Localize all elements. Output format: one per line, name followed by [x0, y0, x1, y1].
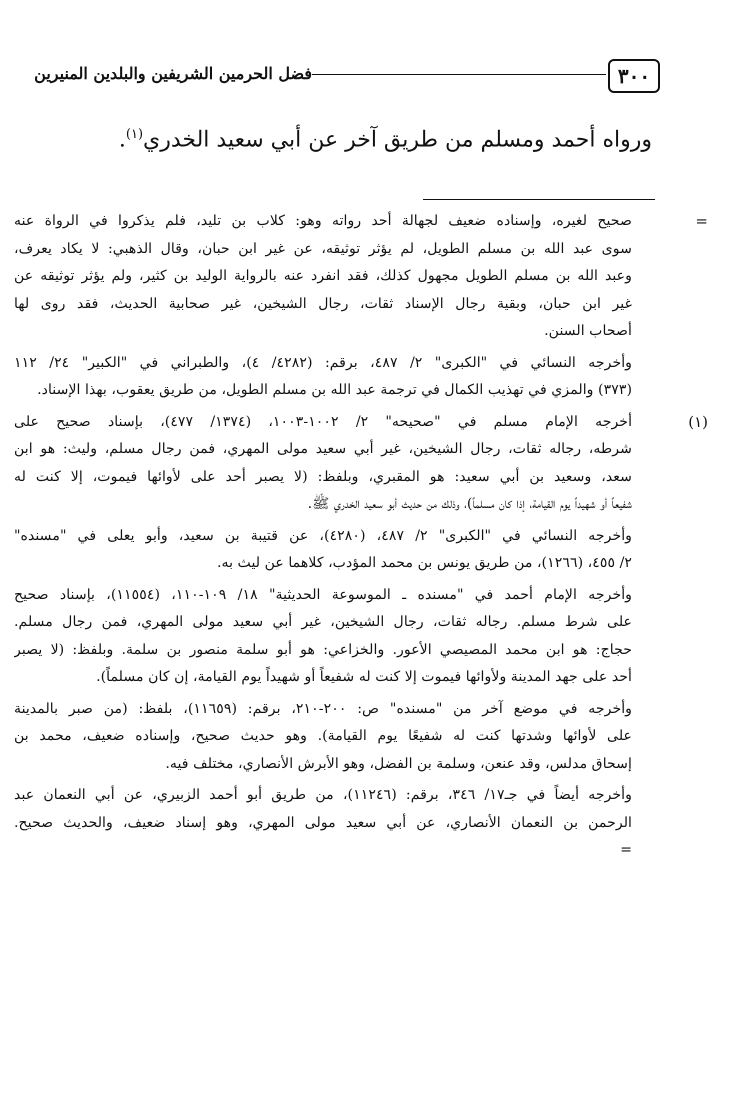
footnote-line: أخرجه الإمام مسلم في "صحيحه" ٢/ ١٠٠٢-١٠٠٣، (١٣٧٤/ ٤٧٧)، بإسناد صحيح على	[14, 413, 632, 430]
footnote-reference: (١)	[125, 127, 144, 142]
footnote-line: وأخرجه الإمام أحمد في "مسنده ـ الموسوعة الحديثية" ١٨/ ١٠٩-١١٠، (١١٥٥٤)، بإسناد صحيح	[14, 586, 632, 603]
main-text	[92, 118, 652, 157]
footnote-line: وأخرجه النسائي في "الكبرى" ٢/ ٤٨٧، برقم: (٤٢٨٢/ ٤)، والطبراني في "الكبير" ٢٤/ ١١٢	[14, 354, 632, 371]
footnote-separator	[423, 199, 655, 200]
footnote-1-paragraph	[14, 696, 632, 779]
footnote-line: على لأوائها وشدتها كنت له شفيعًا يوم القيامة). وهو حديث صحيح، وإسناده ضعيف، محمد بن	[14, 728, 632, 744]
continuation-marker: =	[695, 212, 708, 230]
main-text-body: ورواه أحمد ومسلم من طريق آخر عن أبي سعيد الخدري	[143, 127, 652, 153]
continuation-paragraph	[14, 208, 632, 346]
main-text-end: .	[118, 127, 126, 153]
footnote-line: على شرط مسلم. رجاله ثقات، رجال الشيخين، غير أبي سعيد مولى المهري، فمن رجال مسلم.	[14, 614, 632, 630]
footnote-line: صحيح لغيره، وإسناده ضعيف لجهالة أحد رواته وهو: كلاب بن تليد، فلم يذكروا في الرواة عنه	[14, 213, 632, 229]
footnote-1-paragraph	[14, 523, 632, 578]
footnote-line: وأخرجه أيضاً في جـ١٧/ ٣٤٦، برقم: (١١٢٤٦)، من طريق أبو أحمد الزبيري، عن أبي النعمان عبد	[14, 787, 632, 803]
footnote-1	[14, 409, 724, 865]
header-rule	[312, 74, 606, 75]
footnote-1-paragraph	[14, 782, 632, 865]
footnote-line: =	[620, 842, 632, 858]
footnotes-section	[14, 208, 724, 869]
footnote-line: سوى عبد الله بن مسلم الطويل، لم يؤثر توثيقه، عن غير ابن حبان، وقال الذهبي: لا يكاد يعرف،	[14, 240, 632, 257]
running-title: فضل الحرمين الشريفين والبلدين المنيرين	[34, 64, 312, 83]
footnote-1-paragraph	[14, 409, 632, 519]
continuation-paragraph	[14, 350, 632, 405]
footnote-line: إسحاق مدلس، وقد عنعن، وسلمة بن الفضل، وهو الأبرش الأنصاري، مختلف فيه.	[165, 755, 632, 772]
footnote-1-paragraph	[14, 582, 632, 692]
footnote-line: شفيعاً أو شهيداً يوم القيامة، إذا كان مسلماً)، وذلك من حديث أبو سعيد الخدري ﷺ.	[307, 496, 632, 512]
footnote-line: غير ابن حبان، وبقية رجال الإسناد ثقات، رجال الشيخين، غير صحابية الحديث، فقد روى لها	[14, 295, 632, 312]
footnote-line: (٣٧٣) والمزي في تهذيب الكمال في ترجمة عبد الله بن مسلم الطويل، من طريق يعقوب، بهذا الإسناد.	[37, 382, 632, 398]
footnote-line: حجاج: هو ابن محمد المصيصي الأعور. والخزاعي: هو أبو سلمة منصور بن سلمة. وبلفظ: (لا يصبر	[14, 641, 632, 658]
footnote-line: وأخرجه في موضع آخر من "مسنده" ص: ٢٠٠-٢١٠، برقم: (١١٦٥٩)، بلفظ: (من صبر بالمدينة	[14, 700, 632, 717]
footnote-line: ٢/ ٤٥٥، (١٢٦٦)، من طريق يونس بن محمد المؤدب، كلاهما عن ليث به.	[216, 555, 632, 571]
footnote-line: وعبد الله بن مسلم الطويل مجهول كذلك، فقد انفرد عنه بالرواية الوليد بن كثير، ولم يؤثر توثيقه عن	[14, 268, 632, 284]
footnote-line: شرطه، رجاله ثقات، رجال الشيخين، غير أبي سعيد مولى المهري، فمن رجال مسلم، وليث: هو ابن	[14, 441, 632, 457]
footnote-line: وأخرجه النسائي في "الكبرى" ٢/ ٤٨٧، (٤٢٨٠)، عن قتيبة بن سعيد، وأبو يعلى في "مسنده"	[14, 527, 632, 544]
footnote-line: أحد على جهد المدينة ولأوائها فيموت إلا كنت له شفيعاً أو شهيداً يوم القيامة، إن كان مسلماً).	[96, 669, 632, 685]
footnote-line: أصحاب السنن.	[544, 323, 632, 339]
footnote-line: الرحمن بن النعمان الأنصاري، عن أبي سعيد مولى المهري، وهو إسناد ضعيف، والحديث صحيح.	[14, 814, 632, 831]
page-number: ٣٠٠	[608, 59, 660, 93]
footnote-continuation	[14, 208, 724, 405]
footnote-1-marker: (١)	[688, 412, 708, 431]
footnote-line: سعد، وسعيد بن أبي سعيد: هو المقبري، وبلفظ: (لا يصبر أحد على لأوائها فيموت، إلا كنت له	[14, 468, 632, 485]
